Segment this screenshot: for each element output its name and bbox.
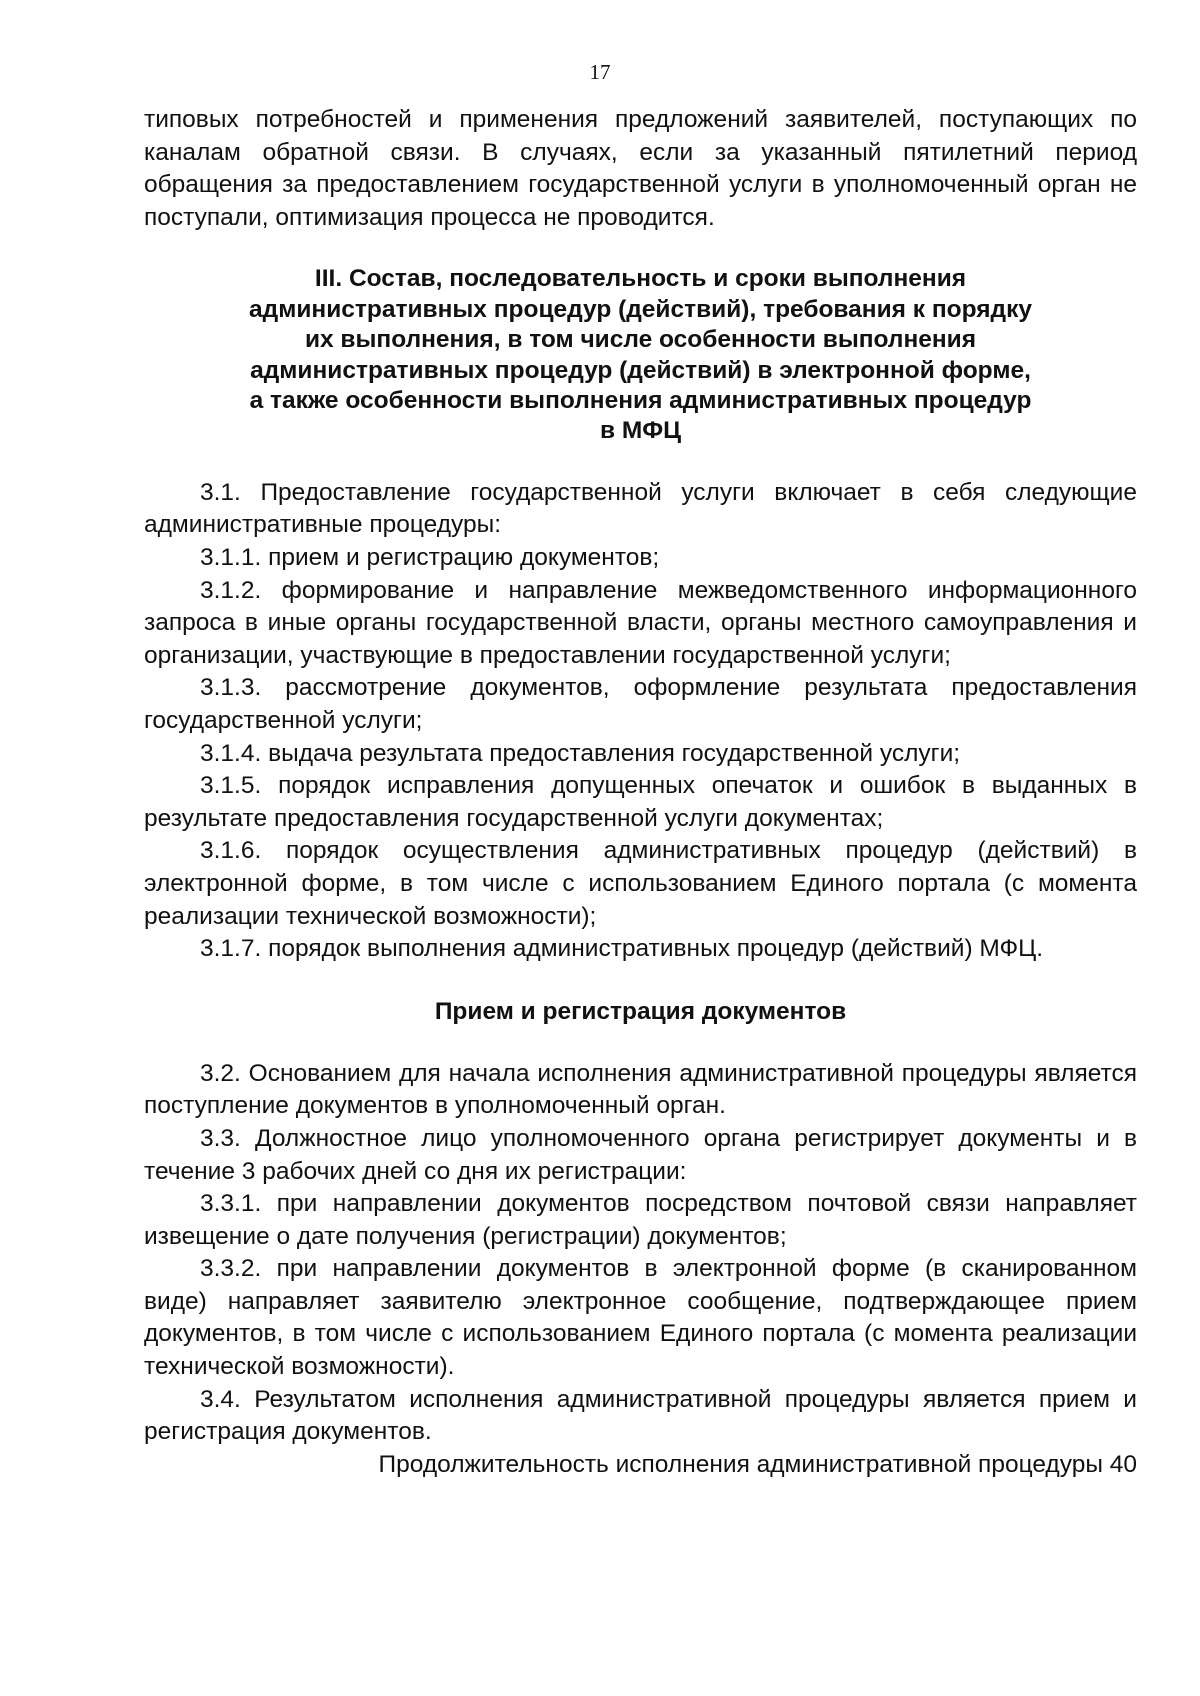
paragraph-duration: Продолжительность исполнения административной процедуры 40 xyxy=(378,1450,1137,1478)
paragraph-3-3: 3.3. Должностное лицо уполномоченного органа регистрирует документы и в течение 3 рабочих дней со дня их регистрации: xyxy=(144,1124,1137,1185)
subsection-heading: Прием и регистрация документов xyxy=(434,997,847,1025)
spacer xyxy=(144,1028,1137,1058)
paragraph-3-4: 3.4. Результатом исполнения административной процедуры является прием и регистрация документов. xyxy=(144,1385,1137,1446)
section-heading-line: а также особенности выполнения административных процедур xyxy=(249,387,1032,414)
section-heading-line: III. Состав, последовательность и сроки выполнения xyxy=(314,265,967,293)
section-heading-line: в МФЦ xyxy=(599,417,682,445)
section-heading-line: административных процедур (действий) в электронной форме, xyxy=(250,356,1031,384)
paragraph-3-1-5: 3.1.5. порядок исправления допущенных опечаток и ошибок в выданных в результате предоставления государственной услуги документах; xyxy=(144,772,1137,832)
paragraph-3-1-6: 3.1.6. порядок осуществления административных процедур (действий) в электронной форме, в том числе с использованием Единого портала (с момента реализации технической возможности); xyxy=(144,837,1137,930)
paragraph-3-1-1: 3.1.1. прием и регистрацию документов; xyxy=(200,544,660,571)
document-body xyxy=(144,104,1137,1481)
section-heading xyxy=(144,264,1137,446)
paragraph-3-3-2: 3.3.2. при направлении документов в электронной форме (в сканированном виде) направляет заявителю электронное сообщение, подтверждающее прием документов, в том числе с использованием Единого портала (с момента реализации технической возможности). xyxy=(144,1255,1137,1381)
paragraph-3-2: 3.2. Основанием для начала исполнения административной процедуры является поступление документов в уполномоченный орган. xyxy=(144,1059,1137,1120)
paragraph-3-1-2: 3.1.2. формирование и направление межведомственного информационного запроса в иные органы государственной власти, органы местного самоуправления и организации, участвующие в предоставлении государственной услуги; xyxy=(144,576,1137,669)
paragraph-3-1-3: 3.1.3. рассмотрение документов, оформление результата предоставления государственной услуги; xyxy=(144,674,1137,734)
paragraph-continuation: типовых потребностей и применения предложений заявителей, поступающих по каналам обратной связи. В случаях, если за указанный пятилетний период обращения за предоставлением государственной услуги в уполномоченный орган не поступали, оптимизация процесса не проводится. xyxy=(144,106,1137,231)
spacer xyxy=(144,234,1137,264)
section-heading-line: административных процедур (действий), требования к порядку xyxy=(249,295,1032,323)
section-heading-line: их выполнения, в том числе особенности выполнения xyxy=(304,326,977,354)
paragraph-3-1: 3.1. Предоставление государственной услуги включает в себя следующие административные процедуры: xyxy=(144,478,1137,539)
paragraph-3-3-1: 3.3.1. при направлении документов посредством почтовой связи направляет извещение о дате получения (регистрации) документов; xyxy=(144,1190,1137,1250)
spacer xyxy=(144,447,1137,477)
paragraph-3-1-7: 3.1.7. порядок выполнения административных процедур (действий) МФЦ. xyxy=(200,935,1044,963)
page-number: 17 xyxy=(589,60,611,84)
spacer xyxy=(144,966,1137,996)
paragraph-3-1-4: 3.1.4. выдача результата предоставления государственной услуги; xyxy=(200,739,961,767)
